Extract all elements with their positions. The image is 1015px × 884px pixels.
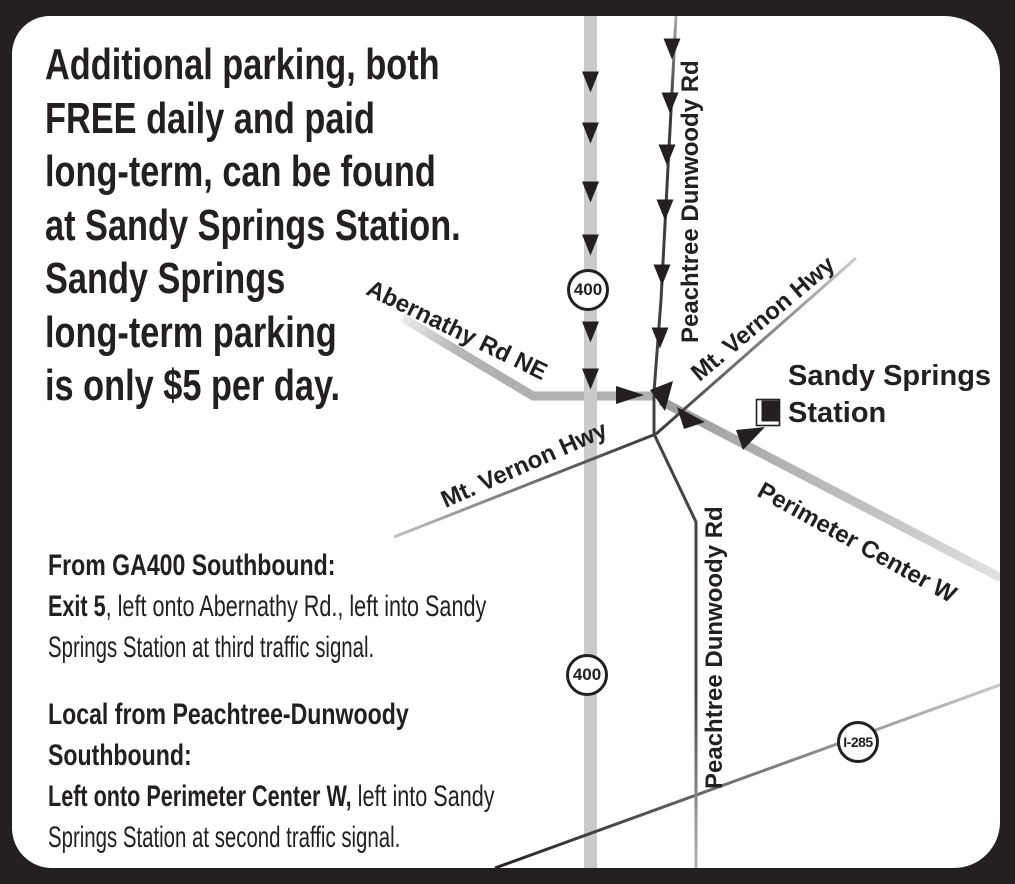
bold-text-segment: From GA400 Southbound: bbox=[48, 549, 336, 582]
station-marker-square bbox=[762, 401, 780, 422]
down-arrow bbox=[659, 145, 676, 166]
station-label-line1: Sandy Springs bbox=[788, 360, 992, 392]
down-arrow bbox=[662, 93, 679, 114]
shield-text: I-285 bbox=[843, 734, 873, 750]
text-line bbox=[45, 359, 461, 413]
text-segment: long-term, can be found bbox=[45, 147, 436, 196]
down-arrow bbox=[664, 39, 681, 60]
down-arrow bbox=[652, 328, 669, 349]
text-segment: Springs Station at third traffic signal. bbox=[48, 631, 375, 664]
text-line bbox=[48, 545, 517, 586]
station-label bbox=[788, 358, 991, 432]
shield-text: 400 bbox=[573, 280, 603, 299]
text-line bbox=[45, 145, 461, 199]
text-segment: FREE daily and paid bbox=[45, 93, 375, 143]
text-line bbox=[48, 735, 526, 776]
text-line bbox=[48, 694, 526, 735]
text-line bbox=[48, 586, 486, 627]
road-label-mt-vernon-upper: Mt. Vernon Hwy bbox=[686, 251, 841, 387]
right-arrow-abernathy bbox=[616, 386, 644, 404]
text-line bbox=[48, 627, 462, 668]
down-arrow bbox=[654, 265, 671, 286]
text-segment: Additional parking, both bbox=[45, 40, 440, 89]
text-segment: , left onto Abernathy Rd., left into Sandy bbox=[105, 590, 487, 623]
text-line bbox=[45, 92, 461, 146]
map-panel bbox=[12, 16, 1000, 868]
road-label-mt-vernon-lower: Mt. Vernon Hwy bbox=[437, 416, 612, 514]
text-segment: long-term parking bbox=[45, 307, 337, 357]
text-line bbox=[45, 38, 461, 92]
road-label-peachtree-top: Peachtree Dunwoody Rd bbox=[677, 60, 704, 343]
directions-ga400-southbound bbox=[48, 545, 657, 668]
bold-text-segment: Exit 5 bbox=[48, 590, 106, 623]
text-segment: left into Sandy bbox=[351, 780, 495, 813]
bold-text-segment: Southbound: bbox=[48, 739, 192, 772]
highway-shield-i285 bbox=[837, 721, 879, 763]
bold-text-segment: Local from Peachtree-Dunwoody bbox=[48, 698, 409, 731]
text-line bbox=[48, 817, 470, 858]
text-line bbox=[45, 199, 461, 253]
station-label-line2: Station bbox=[788, 397, 887, 429]
text-line bbox=[48, 776, 495, 817]
map-layer bbox=[12, 16, 1000, 868]
text-segment: Sandy Springs bbox=[45, 254, 286, 303]
road-label-perimeter: Perimeter Center W bbox=[752, 477, 961, 609]
text-segment: is only $5 per day. bbox=[45, 361, 341, 410]
text-segment: Springs Station at second traffic signal. bbox=[48, 821, 401, 854]
text-segment: at Sandy Springs Station. bbox=[45, 200, 461, 250]
road-label-peachtree-bottom: Peachtree Dunwoody Rd bbox=[701, 506, 728, 789]
station-marker bbox=[757, 400, 780, 426]
shield-text: 400 bbox=[572, 665, 602, 684]
down-arrow bbox=[657, 200, 674, 221]
bold-text-segment: Left onto Perimeter Center W, bbox=[48, 780, 352, 813]
highway-shield-400-upper bbox=[567, 269, 609, 311]
road-label-abernathy: Abernathy Rd NE bbox=[362, 275, 552, 386]
directions-peachtree-southbound bbox=[48, 694, 668, 858]
